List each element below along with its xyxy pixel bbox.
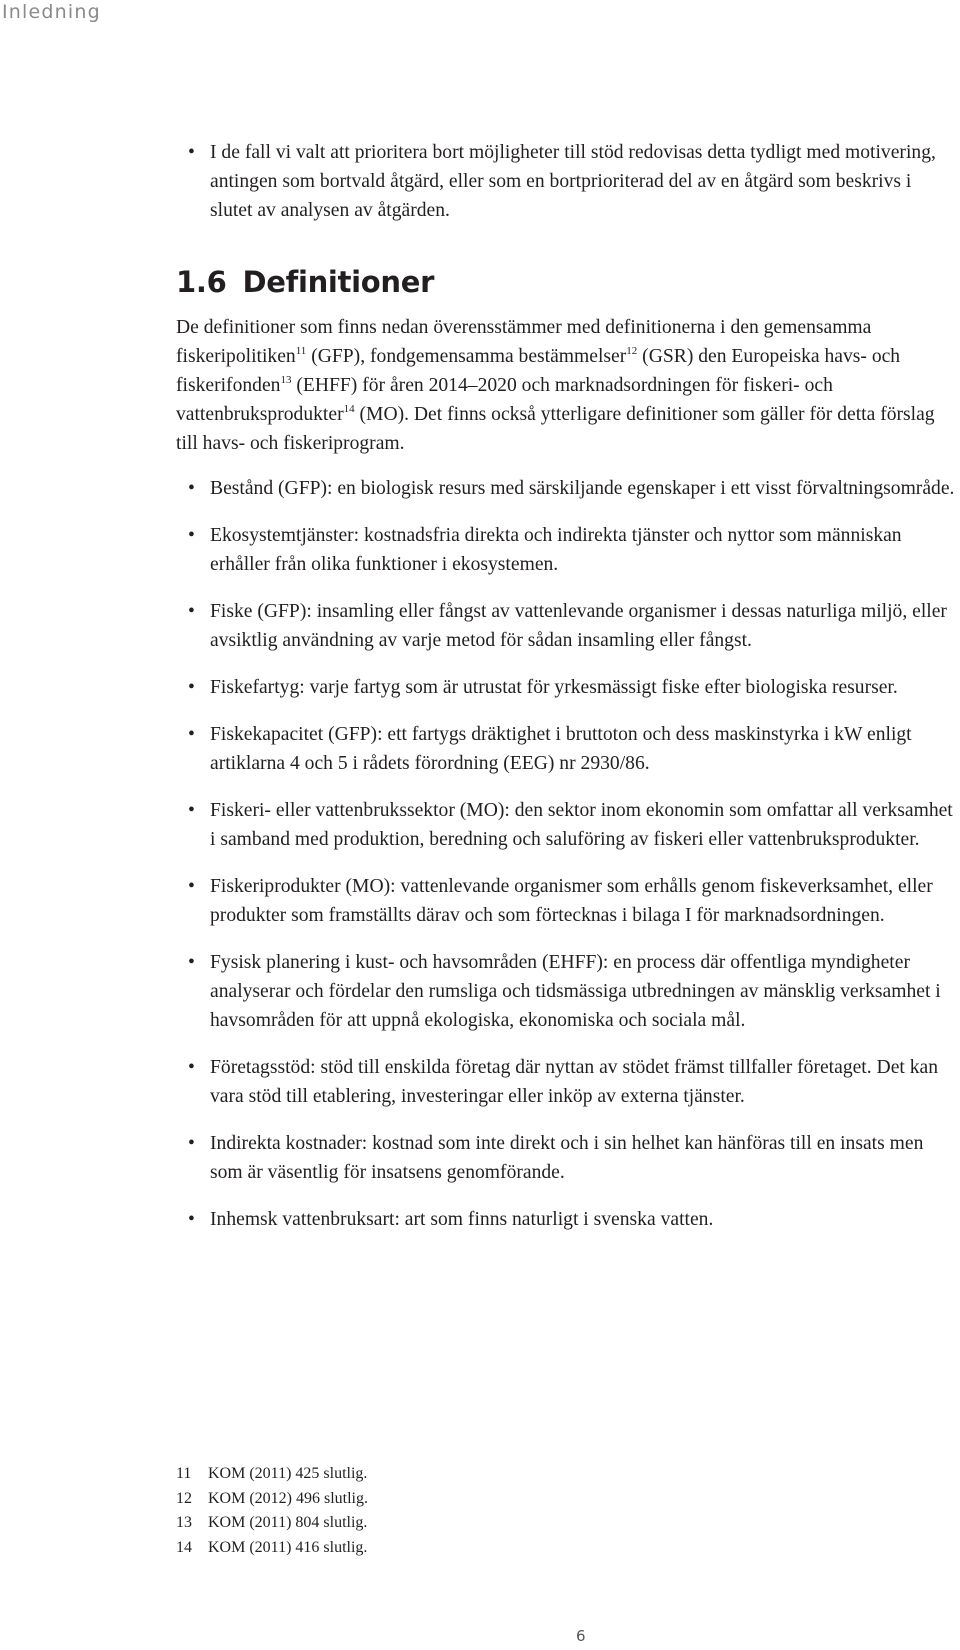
definition-item: • Fiskeriprodukter (MO): vattenlevande organismer som erhålls genom fiskeverksamhet, eller produkter som framställts därav och som förtecknas i bilaga I för marknadsordningen. xyxy=(176,872,956,930)
footnote-text: KOM (2011) 804 slutlig. xyxy=(208,1514,368,1531)
footnote xyxy=(176,1536,368,1561)
footnotes xyxy=(176,1462,368,1560)
definition-item: • Fiskefartyg: varje fartyg som är utrustat för yrkesmässigt fiske efter biologiska resurser. xyxy=(176,673,956,702)
definition-item: • Fiskeri- eller vattenbrukssektor (MO): den sektor inom ekonomin som omfattar all verksamhet i samband med produktion, beredning och saluföring av fiskeri eller vattenbruksprodukter. xyxy=(176,796,956,854)
footnote-number: 14 xyxy=(176,1538,192,1556)
running-header: Inledning xyxy=(2,1,101,23)
footnote xyxy=(176,1462,368,1487)
definition-item: • Fiske (GFP): insamling eller fångst av vattenlevande organismer i dessas naturliga miljö, eller avsiktlig användning av varje metod för sådan insamling eller fångst. xyxy=(176,597,956,655)
page-body xyxy=(176,138,956,1252)
section-heading xyxy=(176,265,956,299)
footnote-number: 11 xyxy=(176,1465,192,1482)
definition-item: • Ekosystemtjänster: kostnadsfria direkta och indirekta tjänster och nyttor som människan erhåller från olika funktioner i ekosystemen. xyxy=(176,521,956,579)
page-number: 6 xyxy=(576,1627,586,1645)
footnote-ref-13[interactable]: 13 xyxy=(280,374,292,386)
intro-text: (EHFF) för åren 2014–2020 och marknadsordningen för fiskeri- och vattenbruksprodukter xyxy=(176,375,833,425)
footnote xyxy=(176,1511,368,1536)
intro-text: De definitioner som finns nedan överensstämmer med definitionerna i den gemensamma fiskeripolitiken xyxy=(176,317,872,367)
footnote-number: 12 xyxy=(176,1489,192,1507)
section-number: 1.6 xyxy=(176,265,227,299)
list-item: • I de fall vi valt att prioritera bort möjligheter till stöd redovisas detta tydligt med motivering, antingen som bortvald åtgärd, eller som en bortprioriterad del av en åtgärd som beskrivs i slutet av analysen av åtgärden. xyxy=(176,138,956,225)
intro-text: (GSR) den Europeiska havs- och fiskerifonden xyxy=(176,346,901,396)
lead-bullet-list xyxy=(176,138,956,225)
section-title: Definitioner xyxy=(242,265,435,299)
definitions-list xyxy=(176,474,956,1234)
definition-item: • Indirekta kostnader: kostnad som inte direkt och i sin helhet kan hänföras till en insats men som är väsentlig för insatsens genomförande. xyxy=(176,1129,956,1187)
footnote-ref-11[interactable]: 11 xyxy=(295,345,307,357)
footnote xyxy=(176,1487,368,1512)
footnote-ref-12[interactable]: 12 xyxy=(626,345,638,357)
definition-item: • Bestånd (GFP): en biologisk resurs med särskiljande egenskaper i ett visst förvaltningsområde. xyxy=(176,474,956,503)
footnote-number: 13 xyxy=(176,1514,192,1531)
section-intro xyxy=(176,313,956,458)
footnote-text: KOM (2011) 425 slutlig. xyxy=(208,1465,368,1482)
intro-text: (GFP), fondgemensamma bestämmelser xyxy=(306,346,627,367)
intro-text: (MO). Det finns också ytterligare definitioner som gäller för detta förslag till havs- och fiskeriprogram. xyxy=(176,404,935,454)
definition-item: • Fiskekapacitet (GFP): ett fartygs dräktighet i bruttoton och dess maskinstyrka i kW enligt artiklarna 4 och 5 i rådets förordning (EEG) nr 2930/86. xyxy=(176,720,956,778)
definition-item: • Inhemsk vattenbruksart: art som finns naturligt i svenska vatten. xyxy=(176,1205,956,1234)
footnote-text: KOM (2012) 496 slutlig. xyxy=(208,1489,368,1507)
footnote-ref-14[interactable]: 14 xyxy=(343,403,355,415)
definition-item: • Fysisk planering i kust- och havsområden (EHFF): en process där offentliga myndigheter analyserar och fördelar den rumsliga och tidsmässiga utbredningen av mänsklig verksamhet i havsområden för att uppnå ekologiska, ekonomiska och sociala mål. xyxy=(176,948,956,1035)
definition-item: • Företagsstöd: stöd till enskilda företag där nyttan av stödet främst tillfaller företaget. Det kan vara stöd till etablering, investeringar eller inköp av externa tjänster. xyxy=(176,1053,956,1111)
footnote-text: KOM (2011) 416 slutlig. xyxy=(208,1538,368,1556)
